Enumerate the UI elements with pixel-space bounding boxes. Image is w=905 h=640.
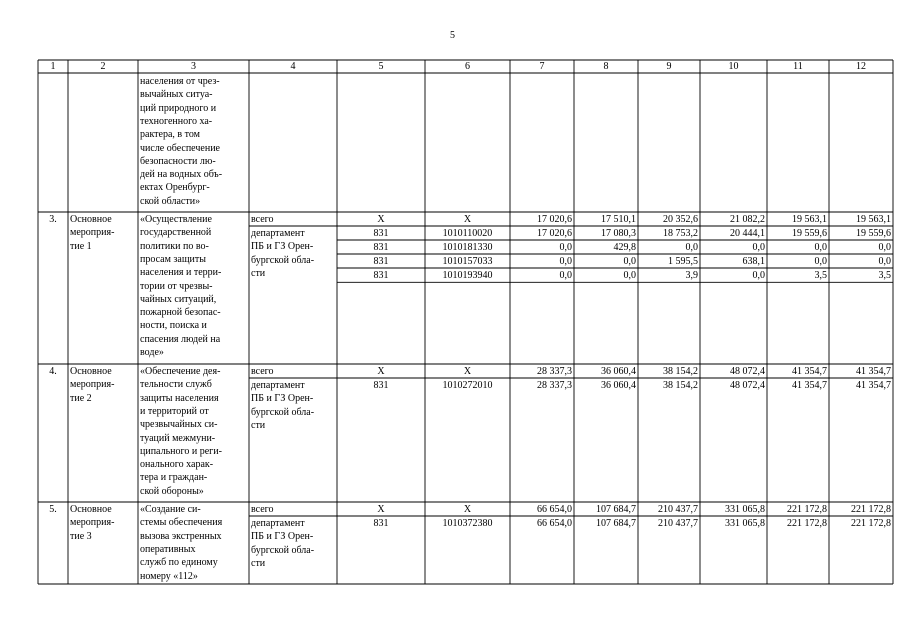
value-cell: 0,0 bbox=[752, 270, 765, 281]
value-cell: 0,0 bbox=[814, 256, 827, 267]
activity-name: онального харак- bbox=[140, 459, 214, 471]
row-number: 5. bbox=[49, 504, 57, 515]
continuation-line: вычайных ситуа- bbox=[140, 89, 213, 101]
activity-name: ности, поиска и bbox=[140, 320, 207, 332]
activity-type: Основное bbox=[70, 504, 112, 515]
value-cell: 0,0 bbox=[623, 256, 636, 267]
continuation-line: ской области» bbox=[140, 195, 201, 207]
activity-name: стемы обеспечения bbox=[140, 517, 223, 529]
total-c5: Х bbox=[377, 504, 385, 515]
admin-code: 831 bbox=[373, 228, 389, 239]
value-cell: 48 072,4 bbox=[730, 380, 765, 391]
column-header: 5 bbox=[378, 61, 384, 72]
activity-name: просам защиты bbox=[140, 253, 206, 265]
total-value: 107 684,7 bbox=[596, 504, 636, 515]
value-cell: 0,0 bbox=[559, 256, 572, 267]
activity-name: вызова экстренных bbox=[140, 530, 222, 542]
value-cell: 19 559,6 bbox=[792, 228, 827, 239]
continuation-line: рактера, в том bbox=[140, 129, 201, 141]
activity-type: мероприя- bbox=[70, 379, 115, 391]
activity-name: спасения людей на bbox=[140, 333, 221, 345]
value-cell: 41 354,7 bbox=[792, 380, 827, 391]
total-c5: Х bbox=[377, 214, 385, 225]
continuation-line: числе обеспечение bbox=[140, 142, 220, 154]
value-cell: 28 337,3 bbox=[537, 380, 572, 391]
department-name: бургской обла- bbox=[251, 544, 315, 556]
total-value: 17 020,6 bbox=[537, 214, 572, 225]
activity-name: и территорий от bbox=[140, 405, 209, 417]
budget-code: 1010110020 bbox=[442, 228, 493, 239]
activity-type: Основное bbox=[70, 214, 112, 225]
admin-code: 831 bbox=[373, 518, 389, 529]
total-value: 28 337,3 bbox=[537, 366, 572, 377]
total-label: всего bbox=[251, 366, 274, 377]
value-cell: 20 444,1 bbox=[730, 228, 765, 239]
total-c6: Х bbox=[463, 214, 472, 225]
admin-code: 831 bbox=[373, 270, 389, 281]
total-value: 36 060,4 bbox=[601, 366, 636, 377]
total-value: 20 352,6 bbox=[663, 214, 698, 225]
activity-name: служб по единому bbox=[140, 557, 218, 569]
activity-name: «Создание си- bbox=[140, 504, 201, 515]
activity-name: ципального и реги- bbox=[140, 445, 222, 457]
value-cell: 0,0 bbox=[878, 256, 891, 267]
department-name: сти bbox=[251, 267, 266, 279]
value-cell: 36 060,4 bbox=[601, 380, 636, 391]
column-header: 6 bbox=[465, 61, 470, 72]
value-cell: 3,5 bbox=[814, 270, 827, 281]
continuation-line: дей на водных объ- bbox=[140, 169, 223, 181]
total-c5: Х bbox=[377, 366, 385, 377]
value-cell: 17 080,3 bbox=[601, 228, 636, 239]
activity-type: тие 1 bbox=[70, 240, 92, 252]
activity-name: пожарной безопас- bbox=[140, 307, 221, 319]
activity-name: воде» bbox=[140, 347, 164, 358]
value-cell: 19 559,6 bbox=[856, 228, 891, 239]
activity-name: государственной bbox=[140, 227, 212, 239]
value-cell: 221 172,8 bbox=[851, 518, 891, 529]
total-label: всего bbox=[251, 214, 274, 225]
admin-code: 831 bbox=[373, 256, 389, 267]
column-header: 11 bbox=[793, 61, 803, 72]
total-c6: Х bbox=[463, 504, 472, 515]
total-value: 19 563,1 bbox=[792, 214, 827, 225]
continuation-line: ций природного и bbox=[140, 102, 217, 114]
activity-name: туаций межмуни- bbox=[140, 432, 216, 444]
column-header: 9 bbox=[666, 61, 672, 72]
value-cell: 0,0 bbox=[559, 242, 572, 253]
activity-name: номеру «112» bbox=[140, 570, 198, 582]
column-header: 8 bbox=[603, 61, 609, 72]
admin-code: 831 bbox=[373, 242, 389, 253]
department-name: сти bbox=[251, 557, 266, 569]
total-value: 66 654,0 bbox=[537, 504, 572, 515]
column-header: 10 bbox=[728, 61, 739, 72]
value-cell: 0,0 bbox=[878, 242, 891, 253]
total-value: 221 172,8 bbox=[851, 504, 891, 515]
row-number: 3. bbox=[49, 214, 57, 225]
value-cell: 1 595,5 bbox=[668, 256, 698, 267]
activity-type: тие 2 bbox=[70, 392, 92, 404]
column-header: 2 bbox=[100, 61, 106, 72]
total-value: 21 082,2 bbox=[730, 214, 765, 225]
budget-code: 1010372380 bbox=[442, 518, 493, 529]
budget-code: 1010193940 bbox=[442, 270, 493, 281]
activity-name: чайных ситуаций, bbox=[140, 293, 217, 305]
value-cell: 38 154,2 bbox=[663, 380, 698, 391]
continuation-line: ектах Оренбург- bbox=[140, 182, 210, 194]
admin-code: 831 bbox=[373, 380, 389, 391]
value-cell: 429,8 bbox=[613, 242, 636, 253]
column-header: 1 bbox=[50, 61, 56, 72]
value-cell: 41 354,7 bbox=[856, 380, 891, 391]
activity-name: чрезвычайных си- bbox=[140, 419, 218, 431]
total-value: 210 437,7 bbox=[658, 504, 698, 515]
value-cell: 18 753,2 bbox=[663, 228, 698, 239]
total-value: 221 172,8 bbox=[787, 504, 827, 515]
total-value: 17 510,1 bbox=[601, 214, 636, 225]
column-header: 12 bbox=[856, 61, 866, 72]
department-name: ПБ и ГЗ Орен- bbox=[251, 241, 314, 253]
value-cell: 0,0 bbox=[559, 270, 572, 281]
continuation-line: безопасности лю- bbox=[140, 155, 216, 167]
value-cell: 0,0 bbox=[752, 242, 765, 253]
activity-name: политики по во- bbox=[140, 240, 209, 252]
activity-type: мероприя- bbox=[70, 517, 115, 529]
column-header: 3 bbox=[191, 61, 196, 72]
activity-name: «Обеспечение дея- bbox=[140, 366, 221, 377]
department-name: ПБ и ГЗ Орен- bbox=[251, 531, 314, 543]
budget-code: 1010181330 bbox=[442, 242, 493, 253]
total-label: всего bbox=[251, 504, 274, 515]
activity-name: тельности служб bbox=[140, 379, 212, 391]
activity-name: оперативных bbox=[140, 543, 196, 555]
value-cell: 331 065,8 bbox=[725, 518, 765, 529]
department-name: департамент bbox=[251, 228, 305, 239]
total-value: 41 354,7 bbox=[792, 366, 827, 377]
department-name: бургской обла- bbox=[251, 406, 315, 418]
activity-name: ской обороны» bbox=[140, 485, 204, 497]
column-header: 4 bbox=[290, 61, 296, 72]
activity-name: «Осуществление bbox=[140, 214, 212, 225]
department-name: бургской обла- bbox=[251, 254, 315, 266]
activity-type: мероприя- bbox=[70, 227, 115, 239]
activity-name: защиты населения bbox=[140, 392, 219, 404]
department-name: департамент bbox=[251, 380, 305, 391]
page-number: 5 bbox=[450, 30, 455, 41]
total-value: 41 354,7 bbox=[856, 366, 891, 377]
value-cell: 638,1 bbox=[742, 256, 765, 267]
column-header: 7 bbox=[539, 61, 545, 72]
row-number: 4. bbox=[49, 366, 57, 377]
total-value: 38 154,2 bbox=[663, 366, 698, 377]
activity-type: Основное bbox=[70, 366, 112, 377]
value-cell: 0,0 bbox=[685, 242, 698, 253]
continuation-line: техногенного ха- bbox=[140, 115, 213, 127]
department-name: департамент bbox=[251, 518, 305, 529]
activity-type: тие 3 bbox=[70, 530, 92, 542]
value-cell: 221 172,8 bbox=[787, 518, 827, 529]
total-value: 331 065,8 bbox=[725, 504, 765, 515]
activity-name: тории от чрезвы- bbox=[140, 280, 213, 292]
value-cell: 3,5 bbox=[878, 270, 891, 281]
budget-code: 1010157033 bbox=[442, 256, 493, 267]
total-c6: Х bbox=[463, 366, 472, 377]
value-cell: 0,0 bbox=[623, 270, 636, 281]
budget-code: 1010272010 bbox=[442, 380, 493, 391]
department-name: сти bbox=[251, 419, 266, 431]
value-cell: 3,9 bbox=[685, 270, 698, 281]
value-cell: 210 437,7 bbox=[658, 518, 698, 529]
activity-name: тера и граждан- bbox=[140, 472, 208, 484]
value-cell: 107 684,7 bbox=[596, 518, 636, 529]
total-value: 48 072,4 bbox=[730, 366, 765, 377]
total-value: 19 563,1 bbox=[856, 214, 891, 225]
continuation-line: населения от чрез- bbox=[140, 76, 220, 87]
value-cell: 66 654,0 bbox=[537, 518, 572, 529]
activity-name: населения и терри- bbox=[140, 267, 222, 279]
value-cell: 17 020,6 bbox=[537, 228, 572, 239]
value-cell: 0,0 bbox=[814, 242, 827, 253]
department-name: ПБ и ГЗ Орен- bbox=[251, 393, 314, 405]
